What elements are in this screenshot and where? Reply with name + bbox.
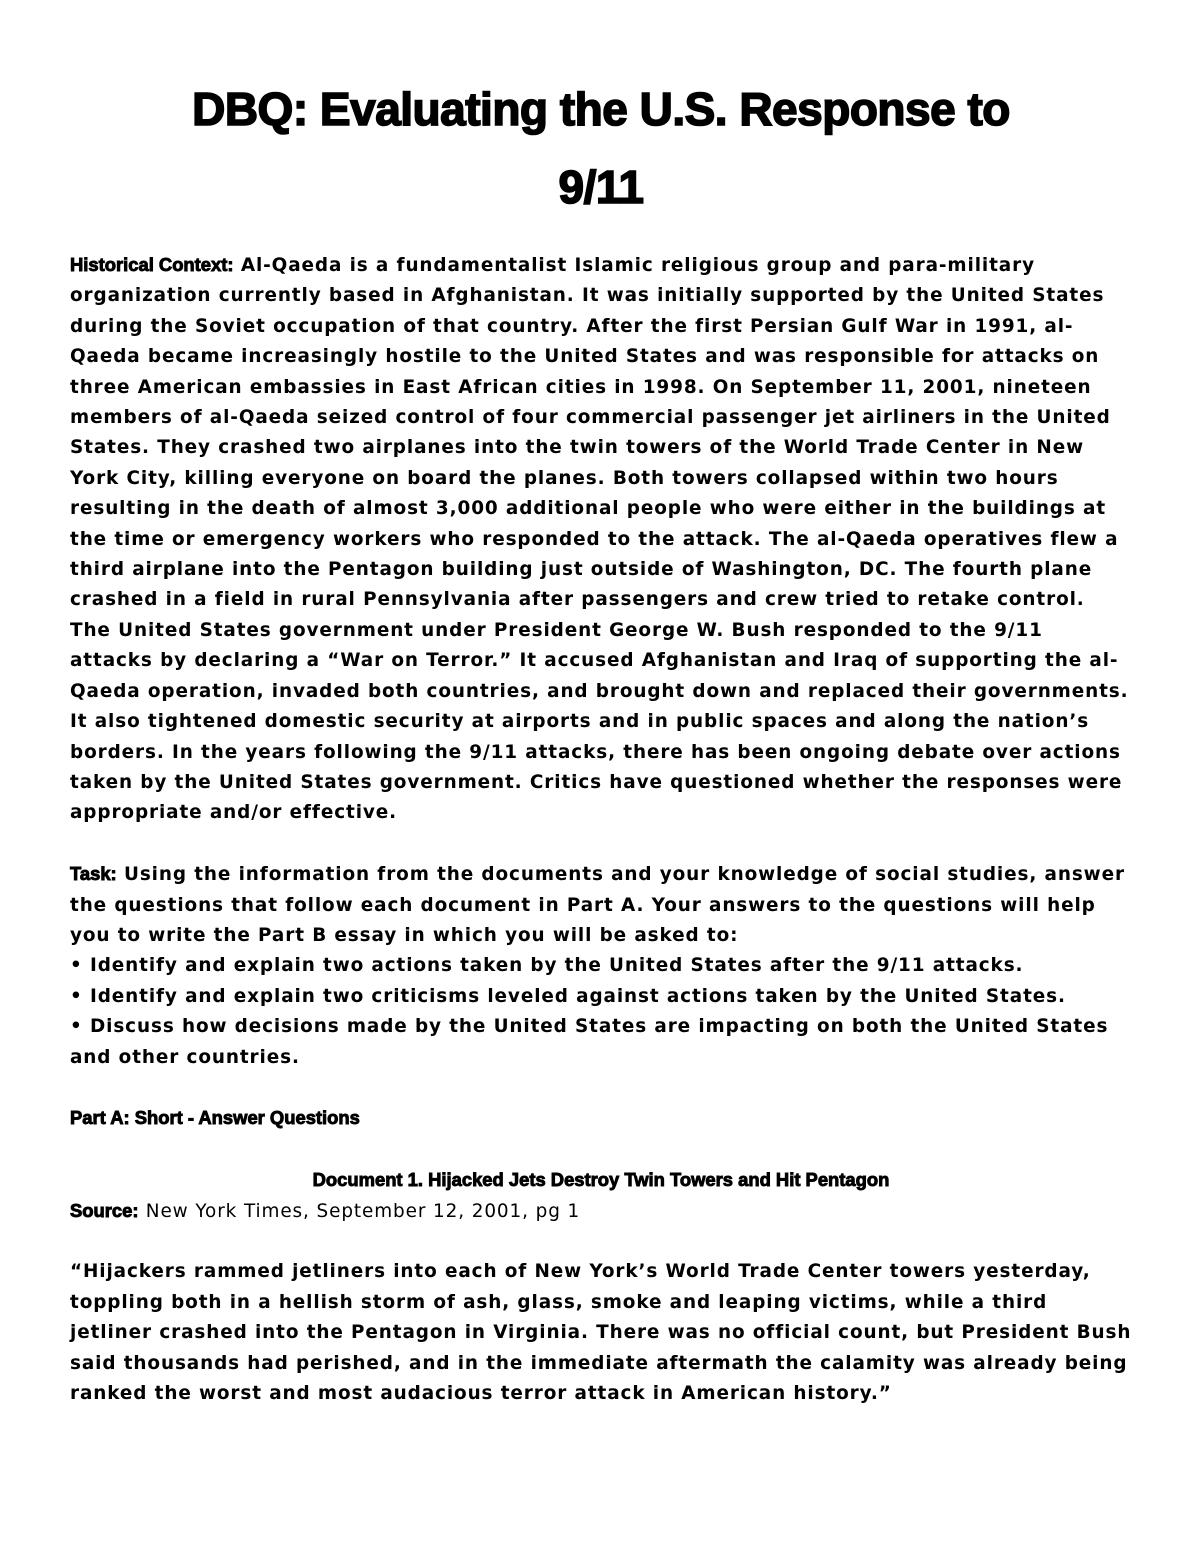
- task-text: Using the information from the documents and your knowledge of social studies, answer the questions that follow each document in Part A. Your answers to the questions will help you to write the Part B essay in which you will be asked to:: [70, 864, 1125, 946]
- spacer: [70, 1135, 1132, 1165]
- task-section: [70, 859, 1132, 1073]
- task-bullet-list: [70, 951, 1132, 1073]
- document-1-source-text: New York Times, September 12, 2001, pg 1: [145, 1200, 581, 1222]
- document-title: [70, 70, 1132, 226]
- task-label: Task:: [70, 863, 117, 885]
- document-1-title: Document 1. Hijacked Jets Destroy Twin Towers and Hit Pentagon: [312, 1169, 890, 1191]
- historical-context-text: Al-Qaeda is a fundamentalist Islamic religious group and para-military organization currently based in Afghanistan. It was initially supported by the United States during the Soviet occupation of that country. After the first Persian Gulf War in 1991, al-Qaeda became increasingly hostile to the United States and was responsible for attacks on three American embassies in East African cities in 1998. On September 11, 2001, nineteen members of al-Qaeda seized control of four commercial passenger jet airliners in the United States. They crashed two airplanes into the twin towers of the World Trade Center in New York City, killing everyone on board the planes. Both towers collapsed within two hours resulting in the death of almost 3,000 additional people who were either in the buildings at the time or emergency workers who responded to the attack. The al-Qaeda operatives flew a third airplane into the Pentagon building just outside of Washington, DC. The fourth plane crashed in a field in rural Pennsylvania after passengers and crew tried to retake control. The United States government under President George W. Bush responded to the 9/11 attacks by declaring a “War on Terror.” It accused Afghanistan and Iraq of supporting the al-Qaeda operation, invaded both countries, and brought down and replaced their governments. It also tightened domestic security at airports and in public spaces and along the nation’s borders. In the years following the 9/11 attacks, there has been ongoing debate over actions taken by the United States government. Critics have questioned whether the responses were appropriate and/or effective.: [70, 255, 1129, 824]
- part-a-heading-text: Part A: Short - Answer Questions: [70, 1107, 360, 1129]
- document-1-quote: “Hijackers rammed jetliners into each of New York’s World Trade Center towers yesterday, toppling both in a hellish storm of ash, glass, smoke and leaping victims, while a third jetliner crashed into the Pentagon in Virginia. There was no official count, but President Bush said thousands had perished, and in the immediate aftermath the calamity was already being ranked the worst and most audacious terror attack in American history.”: [70, 1261, 1132, 1404]
- document-1-source: [70, 1196, 1132, 1227]
- spacer: [70, 1227, 1132, 1257]
- historical-context-label: Historical Context:: [70, 254, 234, 275]
- title-line-1: DBQ: Evaluating the U.S. Response to: [192, 83, 1010, 135]
- task-bullet-1: • Identify and explain two actions taken by the United States after the 9/11 attacks.: [70, 955, 1024, 977]
- task-bullet-3: • Discuss how decisions made by the United States are impacting on both the United States and other countries.: [70, 1016, 1109, 1068]
- task-paragraph: [70, 859, 1132, 951]
- title-line-2: 9/11: [558, 161, 644, 213]
- spacer: [70, 829, 1132, 859]
- task-bullet-2: • Identify and explain two criticisms leveled against actions taken by the United States.: [70, 985, 1066, 1007]
- document-page: [70, 70, 1132, 1409]
- part-a-heading: [70, 1103, 1132, 1134]
- historical-context: [70, 250, 1132, 829]
- spacer: [70, 1073, 1132, 1103]
- document-1-source-label: Source:: [70, 1199, 139, 1221]
